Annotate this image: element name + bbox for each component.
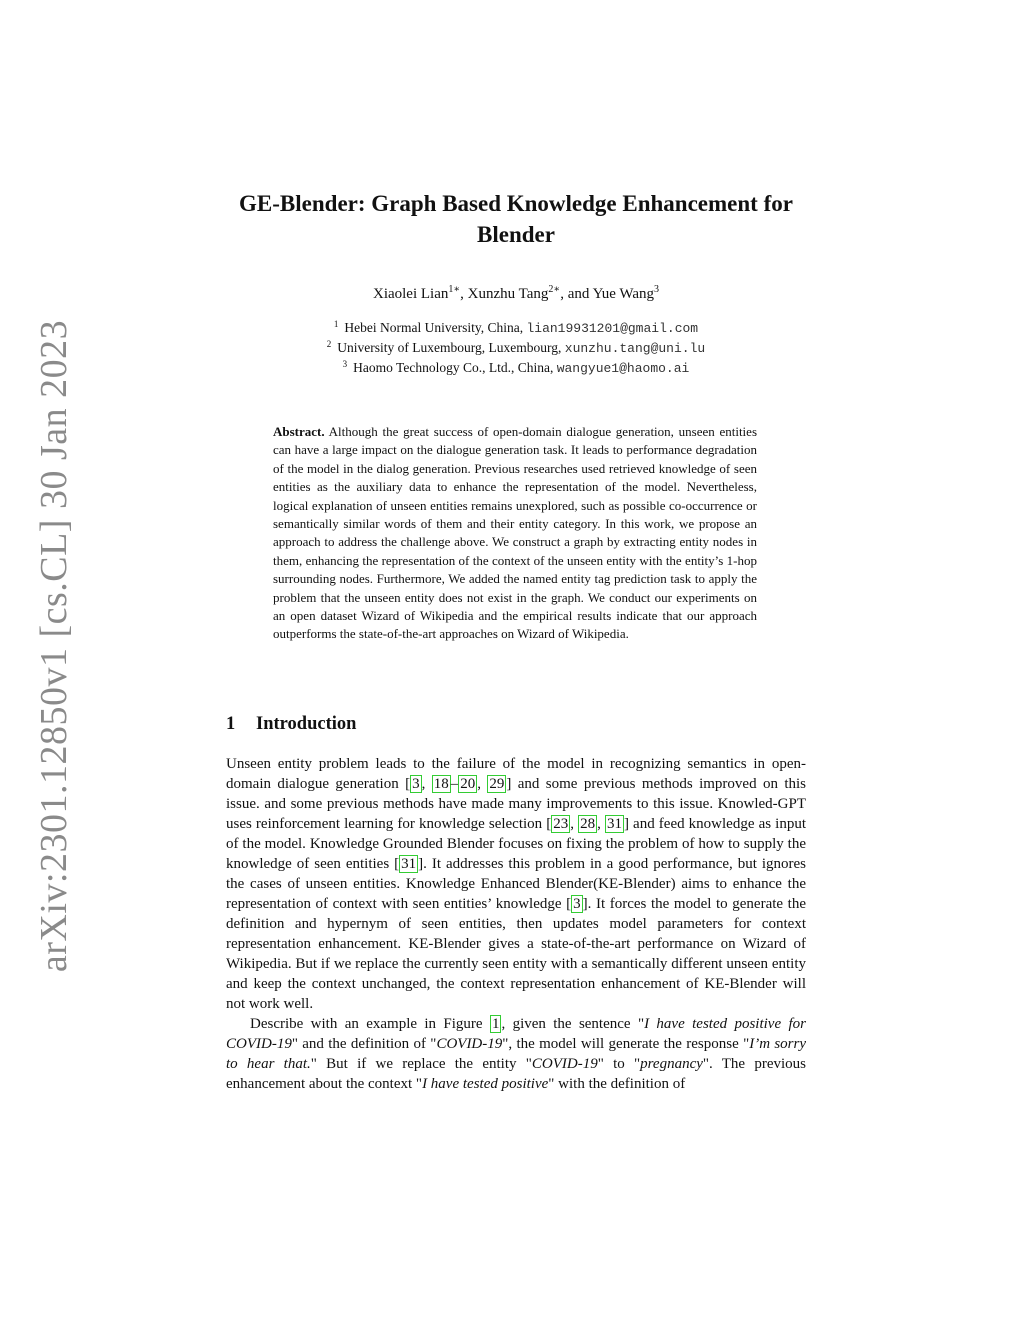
paragraph-text: " and the definition of "	[291, 1036, 437, 1052]
affiliation-line	[226, 338, 806, 358]
citation-link[interactable]: 31	[606, 816, 622, 832]
paragraph	[226, 1014, 806, 1094]
abstract-label: Abstract.	[273, 424, 325, 439]
arxiv-identifier: arXiv:2301.12850v1 [cs.CL] 30 Jan 2023	[33, 319, 75, 973]
author-affiliation-mark: 3	[654, 284, 659, 295]
paragraph-text: ,	[421, 776, 432, 792]
abstract-text: Although the great success of open-domain dialogue generation, unseen entities can have a large impact on the dialogue generation task. It leads to performance degradation of the model in the dialog generation. Previous researches used retrieved knowledge of seen entities as the auxiliary data to enhance the representation of the model. Nevertheless, logical explanation of unseen entities remains unexplored, such as possible co-occurrence or semantically similar words of them and their entity category. In this work, we propose an approach to address the challenge above. We construct a graph by extracting entity nodes in them, enhancing the representation of the context of the unseen entity with the entity’s 1-hop surrounding nodes. Furthermore, We added the named entity tag prediction task to apply the problem that the unseen entity does not exist in the graph. We conduct our experiments on an open dataset Wizard of Wikipedia and the empirical results indicate that our approach outperforms the state-of-the-art approaches on Wizard of Wikipedia.	[273, 424, 757, 642]
paragraph-text: Unseen entity problem leads to the failure of the model in recognizing semantics in open-domain dialogue generation [	[226, 756, 806, 792]
citation-link[interactable]: 3	[412, 776, 420, 792]
citation-link[interactable]: 23	[553, 816, 569, 832]
emphasis-text: COVID-19	[436, 1036, 503, 1052]
citation-link[interactable]: 20	[460, 776, 476, 792]
citation-link[interactable]: 3	[573, 896, 581, 912]
paragraph-text: " with the definition of	[548, 1076, 686, 1092]
paragraph-text: ". The previous enhancement about the context "	[226, 1056, 806, 1092]
affiliation-list	[226, 318, 806, 378]
paragraph-text: Describe with an example in Figure	[250, 1016, 490, 1032]
paragraph	[226, 754, 806, 1014]
section-title: Introduction	[256, 714, 357, 734]
paragraph-text: ", the model will generate the response "	[502, 1036, 750, 1052]
paragraph-text: ,	[477, 776, 488, 792]
paragraph-text: " But if we replace the entity "	[310, 1056, 532, 1072]
affiliation-text: Hebei Normal University, China,	[344, 320, 524, 335]
citation-link[interactable]: 31	[401, 856, 417, 872]
section-number: 1	[226, 714, 236, 734]
affiliation-text: Haomo Technology Co., Ltd., China,	[353, 360, 554, 375]
author-name: Xunzhu Tang	[467, 286, 549, 302]
author-name: Xiaolei Lian	[372, 286, 449, 302]
section-body	[226, 754, 806, 1094]
affiliation-email[interactable]: xunzhu.tang@uni.lu	[564, 341, 706, 356]
author-name: Yue Wang	[592, 286, 654, 302]
author-list: Xiaolei Lian$^{1∗}$, Xunzhu Tang$^{2∗}$, and Yue Wang$^3$	[372, 284, 659, 302]
paragraph-text: ] and feed knowledge as input of the model. Knowledge Grounded Blender focuses on fixing the problem of how to supply the knowledge of seen entities [	[226, 816, 807, 872]
affiliation-text: University of Luxembourg, Luxembourg,	[337, 340, 562, 355]
paragraph-text: ]. It forces the model to generate the definition and hypernym of seen entities, then updates model parameters for context representation enhancement. KE-Blender gives a state-of-the-art performance on Wizard of Wikipedia. But if we replace the currently seen entity with a semantically different unseen entity and keep the context unchanged, the context representation enhancement of KE-Blender will not work well.	[226, 896, 806, 1012]
emphasis-text: pregnancy	[640, 1056, 703, 1072]
affiliation-number: 3	[342, 359, 348, 369]
citation-link[interactable]: 29	[489, 776, 505, 792]
paragraph-text: " to "	[597, 1056, 641, 1072]
affiliation-line	[226, 318, 806, 338]
paragraph-text: ,	[597, 816, 605, 832]
citation-link[interactable]: 18	[433, 776, 449, 792]
paragraph-text: ]. It addresses this problem in a good performance, but ignores the cases of unseen entities. Knowledge Enhanced Blender(KE-Blender) aims to enhance the representation of context with seen entities’ knowledge [	[226, 856, 807, 912]
affiliation-email[interactable]: lian19931201@gmail.com	[526, 321, 699, 336]
paragraph-text: ,	[570, 816, 579, 832]
paragraph-text: –	[450, 776, 459, 792]
emphasis-text: I have tested positive	[422, 1076, 549, 1092]
author-affiliation-mark: 2∗	[548, 284, 561, 295]
paragraph-text: ] and some previous methods improved on this issue. and some previous methods have made many improvements to this issue. Knowled-GPT uses reinforcement learning for knowledge selection [	[226, 776, 807, 832]
citation-link[interactable]: 28	[580, 816, 596, 832]
affiliation-number: 2	[326, 339, 332, 349]
emphasis-text: I’m sorry to hear that.	[226, 1036, 807, 1072]
section-heading	[226, 712, 806, 736]
figure-reference-link[interactable]: 1	[491, 1016, 500, 1032]
paper-title: GE-Blender: Graph Based Knowledge Enhancement for Blender	[239, 191, 793, 247]
affiliation-line	[226, 358, 806, 378]
affiliation-email[interactable]: wangyue1@haomo.ai	[556, 361, 690, 376]
abstract	[273, 423, 757, 644]
emphasis-text: I have tested positive for COVID-19	[226, 1016, 806, 1052]
paragraph-text: , given the sentence "	[501, 1016, 645, 1032]
author-affiliation-mark: 1∗	[448, 284, 461, 295]
emphasis-text: COVID-19	[531, 1056, 598, 1072]
affiliation-number: 1	[333, 319, 339, 329]
